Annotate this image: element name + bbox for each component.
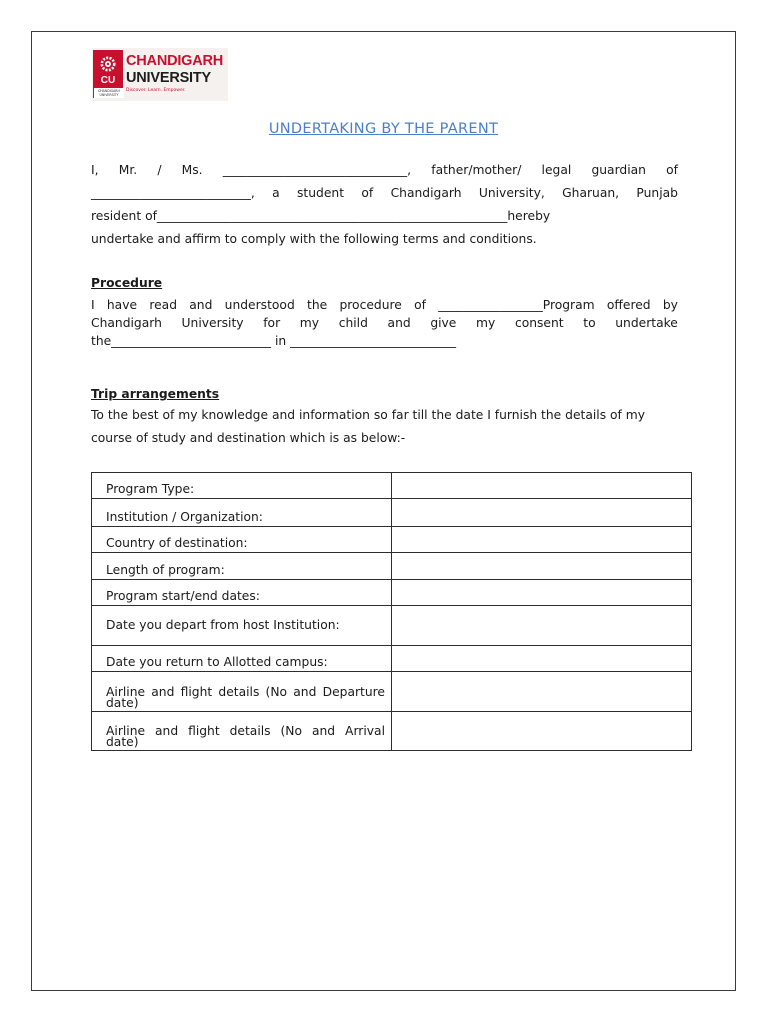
row-label-line-1: Airline and flight details (No and Arrival	[106, 724, 385, 738]
document-title	[32, 121, 735, 137]
word: guardian	[591, 163, 646, 177]
table-row	[92, 712, 692, 751]
word: Mr.	[118, 163, 138, 177]
table-row	[92, 672, 692, 712]
word: by	[662, 298, 678, 312]
word: child	[338, 316, 368, 330]
logo-wordmark	[126, 53, 223, 87]
word: /	[157, 163, 162, 177]
logo-name-line1: CHANDIGARH	[126, 53, 224, 69]
row-label: Institution / Organization:	[92, 499, 392, 527]
university-logo	[92, 48, 228, 101]
row-value-cell[interactable]	[392, 606, 692, 646]
word: consent	[514, 316, 564, 330]
word: and	[387, 316, 411, 330]
row-label: Program start/end dates:	[92, 580, 392, 606]
word: student	[297, 186, 345, 200]
word: and	[189, 298, 213, 312]
word: my	[299, 316, 320, 330]
row-label: Length of program:	[92, 553, 392, 580]
word: I,	[91, 163, 99, 177]
word: Punjab	[636, 186, 678, 200]
word: read	[149, 298, 178, 312]
word: have	[106, 298, 138, 312]
word: my	[476, 316, 496, 330]
table-row	[92, 646, 692, 672]
row-label: Date you return to Allotted campus:	[92, 646, 392, 672]
word: offered	[606, 298, 651, 312]
document-title-text: UNDERTAKING BY THE PARENT	[268, 121, 499, 137]
table-row	[92, 580, 692, 606]
row-value-cell[interactable]	[392, 646, 692, 672]
trip-paragraph	[91, 406, 678, 447]
row-label: Date you depart from host Institution:	[92, 606, 392, 646]
logo-cu-letters: CU	[100, 75, 116, 86]
word: of	[666, 163, 678, 177]
word: procedure	[339, 298, 402, 312]
row-value-cell[interactable]	[392, 473, 692, 499]
word: a	[272, 186, 280, 200]
word: University	[181, 316, 244, 330]
program-details-table	[91, 472, 692, 751]
row-label: Country of destination:	[92, 527, 392, 553]
word: for	[263, 316, 281, 330]
table-row	[92, 527, 692, 553]
procedure-paragraph	[91, 296, 678, 350]
table-row	[92, 473, 692, 499]
word: Ms.	[181, 163, 203, 177]
intro-line-3: resident of_________________________________________________________hereby	[91, 209, 551, 223]
word: undertake	[615, 316, 678, 330]
trip-heading: Trip arrangements	[91, 387, 220, 401]
document-page	[31, 31, 736, 991]
word: I	[91, 298, 95, 312]
word: legal	[541, 163, 572, 177]
row-label-line-2: date)	[106, 696, 139, 710]
procedure-heading: Procedure	[91, 276, 163, 290]
table-row	[92, 499, 692, 527]
word: of	[414, 298, 426, 312]
procedure-line-1	[91, 296, 678, 314]
row-label: Program Type:	[92, 473, 392, 499]
gear-emblem-icon	[98, 54, 118, 74]
word: understood	[224, 298, 295, 312]
trip-line-2: course of study and destination which is as below:-	[91, 431, 406, 445]
word: of	[361, 186, 374, 200]
word: father/mother/	[431, 163, 522, 177]
table-row	[92, 606, 692, 646]
row-label	[92, 672, 392, 712]
logo-name-line2: UNIVERSITY	[126, 70, 212, 86]
intro-line-1	[91, 161, 678, 184]
logo-emblem	[93, 50, 123, 98]
row-value-cell[interactable]	[392, 712, 692, 751]
row-label	[92, 712, 392, 751]
trip-line-1: To the best of my knowledge and information so far till the date I furnish the details of my	[91, 408, 646, 422]
intro-paragraph	[91, 161, 678, 248]
word: _________________Program	[438, 298, 595, 312]
row-value-cell[interactable]	[392, 499, 692, 527]
word: University,	[478, 186, 545, 200]
procedure-line-2	[91, 314, 678, 332]
row-value-cell[interactable]	[392, 580, 692, 606]
word: Chandigarh	[390, 186, 462, 200]
word: Chandigarh	[91, 316, 162, 330]
word: __________________________,	[91, 186, 255, 200]
procedure-line-3: the__________________________ in ___________________________	[91, 334, 457, 348]
word: Gharuan,	[562, 186, 620, 200]
row-label-line-1: Airline and flight details (No and Departure	[106, 685, 385, 699]
intro-line-4: undertake and affirm to comply with the following terms and conditions.	[91, 232, 537, 246]
row-label-line-2: date)	[106, 735, 139, 749]
word: give	[430, 316, 457, 330]
row-value-cell[interactable]	[392, 672, 692, 712]
word: the	[307, 298, 328, 312]
row-value-cell[interactable]	[392, 527, 692, 553]
word: ______________________________,	[222, 163, 412, 177]
logo-sub-text: CHANDIGARH UNIVERSITY	[98, 89, 120, 97]
row-value-cell[interactable]	[392, 553, 692, 580]
logo-sub-panel	[94, 88, 124, 98]
logo-tagline: Discover. Learn. Empower.	[126, 88, 186, 93]
intro-line-2	[91, 184, 678, 207]
word: to	[583, 316, 596, 330]
table-row	[92, 553, 692, 580]
